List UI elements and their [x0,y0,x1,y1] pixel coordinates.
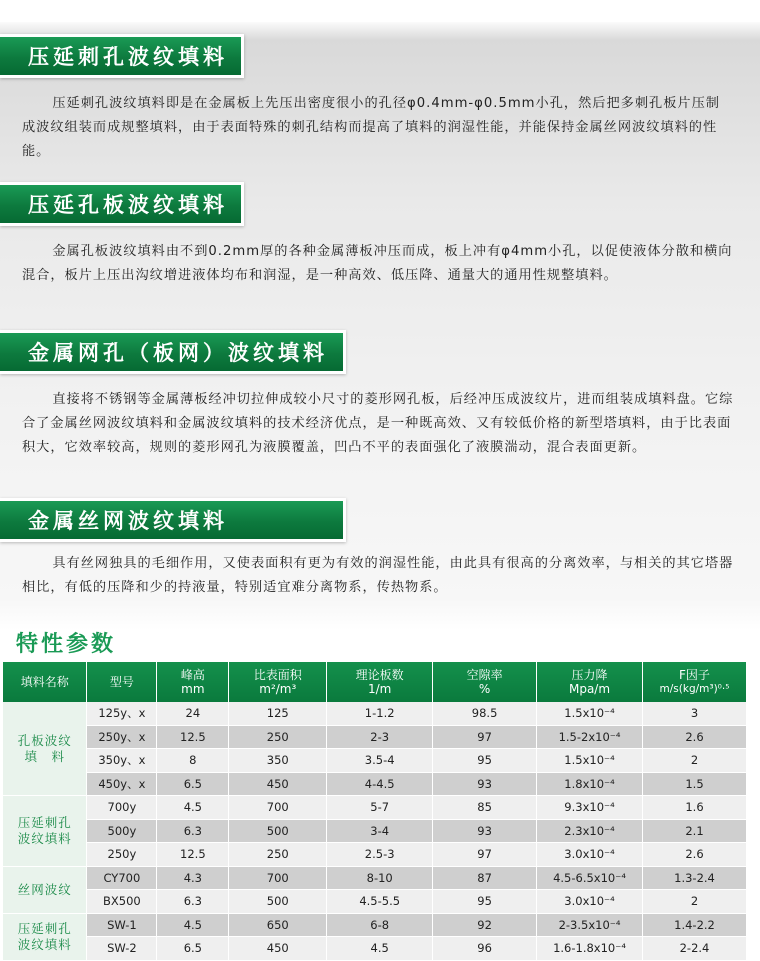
table-cell: SW-1 [87,913,157,937]
group-name-cell [3,702,87,796]
table-cell: 700 [229,796,327,820]
header-label: F因子 [679,668,710,682]
group-name-line: 压延刺孔 [17,920,72,936]
table-cell: 4.5 [157,796,229,820]
table-cell: 12.5 [157,843,229,867]
table-cell: 4.5-5.5 [327,890,433,914]
table-cell: SW-2 [87,937,157,961]
header-label: 比表面积 [253,668,302,682]
header-label: 填料名称 [20,675,69,689]
section-title-1: 压延刺孔波纹填料 [0,34,244,78]
table-cell: 97 [433,725,537,749]
table-header-cell [537,662,643,702]
table-cell: 1.6-1.8x10⁻⁴ [537,937,643,961]
header-label: 峰高 [180,668,205,682]
table-cell: 2 [642,890,746,914]
table-row [3,749,747,773]
table-cell: 700y [87,796,157,820]
group-name-line: 填 料 [24,748,65,764]
table-cell: 95 [433,890,537,914]
table-cell: 1.5x10⁻⁴ [537,702,643,725]
table-cell: BX500 [87,890,157,914]
header-label: 压力降 [571,668,608,682]
table-cell: 2.3x10⁻⁴ [537,819,643,843]
table-cell: 98.5 [433,702,537,725]
section-paragraph-1: 压延刺孔波纹填料即是在金属板上先压出密度很小的孔径φ0.4mm-φ0.5mm小孔，然后把多刺孔板片压制成波纹组装而成规整填料，由于表面特殊的刺孔结构而提高了填料的润湿性能，并能保持金属丝网波纹填料的性能。 [22,96,720,159]
group-name-cell [3,866,87,913]
table-cell: 8-10 [327,866,433,890]
table-cell: 96 [433,937,537,961]
table-cell: 650 [229,913,327,937]
section-text-3 [22,388,734,460]
table-row [3,772,747,796]
table-cell: 6.5 [157,937,229,961]
header-unit: 1/m [368,682,392,696]
table-cell: 97 [433,843,537,867]
section-title-4: 金属丝网波纹填料 [0,498,346,542]
header-label: 型号 [109,675,134,689]
table-cell: 2.6 [642,725,746,749]
table-cell: 450 [229,937,327,961]
table-cell: 700 [229,866,327,890]
table-cell: 87 [433,866,537,890]
group-name-line: 孔板波纹 [17,732,72,748]
table-cell: 2.5-3 [327,843,433,867]
section-title-3: 金属网孔（板网）波纹填料 [0,330,346,374]
table-cell: 250y [87,843,157,867]
table-row [3,937,747,961]
table-cell: 2.6 [642,843,746,867]
table-cell: 6.5 [157,772,229,796]
table-header-row [3,662,747,702]
table-cell: 1.6 [642,796,746,820]
table-cell: 3-4 [327,819,433,843]
table-cell: 9.3x10⁻⁴ [537,796,643,820]
table-cell: 4-4.5 [327,772,433,796]
table-cell: 6.3 [157,819,229,843]
table-cell: 1-1.2 [327,702,433,725]
table-cell: 95 [433,749,537,773]
table-cell: 4.5 [157,913,229,937]
table-row [3,796,747,820]
table-cell: 85 [433,796,537,820]
table-cell: 450 [229,772,327,796]
table-row [3,890,747,914]
table-cell: 4.3 [157,866,229,890]
section-text-4 [22,552,734,600]
table-cell: 2.1 [642,819,746,843]
table-cell: 500 [229,890,327,914]
header-unit: mm [181,682,205,696]
section-paragraph-2: 金属孔板波纹填料由不到0.2mm厚的各种金属薄板冲压而成，板上冲有φ4mm小孔，以促使液体分散和横向混合，板片上压出沟纹增进液体均布和润湿，是一种高效、低压降、通量大的通用性规整填料。 [22,244,733,283]
table-cell: 3.5-4 [327,749,433,773]
table-cell: 24 [157,702,229,725]
header-unit: Mpa/m [568,682,611,696]
table-cell: 1.4-2.2 [642,913,746,937]
header-unit: m/s(kg/m³)⁰·⁵ [659,683,730,695]
table-cell: 250 [229,843,327,867]
params-title: 特性参数 [16,632,117,657]
table-cell: 1.5-2x10⁻⁴ [537,725,643,749]
table-cell: 1.5x10⁻⁴ [537,749,643,773]
table-cell: 500 [229,819,327,843]
table-cell: 350 [229,749,327,773]
table-cell: 4.5 [327,937,433,961]
table-header-cell [327,662,433,702]
table-cell: 6-8 [327,913,433,937]
group-name-line: 波纹填料 [17,936,72,952]
table-body [3,702,747,960]
table-cell: 93 [433,819,537,843]
table-row [3,913,747,937]
section-text-2 [22,240,734,288]
table-cell: 93 [433,772,537,796]
table-cell: 2-3.5x10⁻⁴ [537,913,643,937]
table-cell: 125y、x [87,702,157,725]
table-cell: 12.5 [157,725,229,749]
group-name-line: 压延刺孔 [17,814,72,830]
table-cell: 125 [229,702,327,725]
table-cell: 1.8x10⁻⁴ [537,772,643,796]
top-strip [0,0,760,22]
table-cell: 8 [157,749,229,773]
table-row [3,725,747,749]
table-cell: 2 [642,749,746,773]
table-cell: 1.5 [642,772,746,796]
group-name-line: 波纹填料 [17,830,72,846]
table-header-cell [157,662,229,702]
table-row [3,843,747,867]
table-cell: 6.3 [157,890,229,914]
table-header-cell [229,662,327,702]
table-row [3,866,747,890]
table-cell: 500y [87,819,157,843]
group-name-cell [3,913,87,960]
group-name-line: 丝网波纹 [17,881,72,897]
table-cell: 1.3-2.4 [642,866,746,890]
header-label: 理论板数 [355,668,404,682]
table-cell: 4.5-6.5x10⁻⁴ [537,866,643,890]
section-title-2: 压延孔板波纹填料 [0,182,244,226]
table-cell: CY700 [87,866,157,890]
table-cell: 3 [642,702,746,725]
table-cell: 5-7 [327,796,433,820]
table-cell: 250 [229,725,327,749]
section-paragraph-4: 具有丝网独具的毛细作用，又使表面积有更为有效的润湿性能，由此具有很高的分离效率，与相关的其它塔器相比，有低的压降和少的持液量，特别适宜难分离物系，传热物系。 [22,556,734,595]
table-cell: 450y、x [87,772,157,796]
group-name-cell [3,796,87,867]
spec-table [3,662,747,961]
table-cell: 350y、x [87,749,157,773]
section-text-1 [22,92,734,164]
table-cell: 2-3 [327,725,433,749]
table-header-cell [87,662,157,702]
table-cell: 3.0x10⁻⁴ [537,890,643,914]
header-unit: % [478,682,491,696]
section-paragraph-3: 直接将不锈钢等金属薄板经冲切拉伸成较小尺寸的菱形网孔板，后经冲压成波纹片，进而组装成填料盘。它综合了金属丝网波纹填料和金属波纹填料的技术经济优点，是一种既高效、又有较低价格的新型塔填料，由于比表面积大，它效率较高，规则的菱形网孔为液膜覆盖，凹凸不平的表面强化了液膜湍动，混合表面更新。 [22,392,734,455]
header-label: 空隙率 [466,668,503,682]
table-row [3,702,747,725]
table-header-cell [642,662,746,702]
header-unit: m²/m³ [259,682,297,696]
table-row [3,819,747,843]
table-header-cell [3,662,87,702]
table-cell: 92 [433,913,537,937]
table-header-cell [433,662,537,702]
table-cell: 250y、x [87,725,157,749]
table-cell: 3.0x10⁻⁴ [537,843,643,867]
table-cell: 2-2.4 [642,937,746,961]
